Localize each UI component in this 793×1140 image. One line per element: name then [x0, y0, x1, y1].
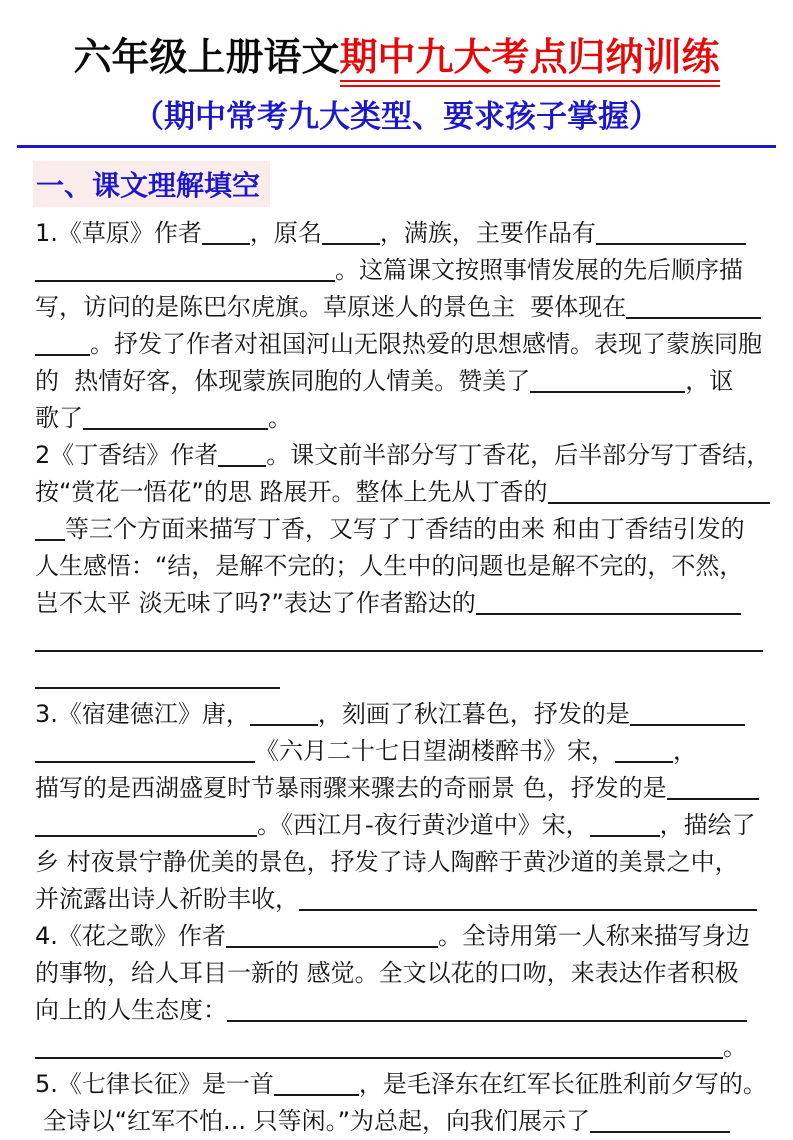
exercise-line: [35, 437, 771, 474]
text-segment: 。: [723, 1032, 747, 1061]
text-segment: 人生感悟：“结，是解不完的；人生中的问题也是解不完的，不然，: [35, 551, 744, 580]
blank-field: [35, 519, 65, 541]
exercise-line: [35, 918, 767, 955]
exercise-line: [35, 622, 767, 659]
exercise-line: [35, 511, 767, 548]
text-segment: 3.《宿建德江》唐，: [35, 699, 250, 728]
blank-field: [35, 334, 90, 356]
text-segment: ，讴: [685, 366, 734, 395]
blank-field: [35, 630, 763, 652]
blank-field: [626, 297, 761, 319]
page-title-black-part: 六年级上册语文: [73, 35, 340, 79]
exercise-line: [35, 363, 767, 400]
exercise-line: [35, 992, 767, 1029]
exercise-line: [35, 326, 767, 363]
text-segment: 等三个方面来描写丁香，又写了丁香结的由来 和由丁香结引发的: [65, 514, 745, 543]
text-segment: 。《西江月-夜行黄沙道中》宋，: [257, 810, 590, 839]
blank-field: [322, 223, 380, 245]
text-segment: 乡 村夜景宁静优美的景色，抒发了诗人陶醉于黄沙道的美景之中，: [35, 847, 739, 876]
blank-field: [596, 223, 746, 245]
blank-field: [226, 926, 438, 948]
exercise-line: [35, 400, 767, 437]
text-segment: 全诗以“红军不怕... 只等闲。”为总起，向我们展示了: [35, 1106, 591, 1135]
text-segment: 《六月二十七日望湖楼醉书》宋，: [255, 736, 615, 765]
text-segment: 并流露出诗人祈盼丰收，: [35, 884, 299, 913]
blank-field: [667, 778, 759, 800]
exercise-line: [35, 733, 767, 770]
section-heading: 一、课文理解填空: [33, 161, 270, 207]
blank-field: [615, 741, 673, 763]
exercise-body: [35, 215, 771, 1140]
exercise-line: [35, 807, 767, 844]
exercise-line: [35, 659, 767, 696]
exercise-line: [35, 548, 767, 585]
text-segment: ，满族，主要作品有: [379, 218, 596, 247]
blank-field: [218, 445, 266, 467]
exercise-line: [35, 1066, 767, 1103]
blank-field: [227, 1000, 747, 1022]
page-title: [0, 34, 793, 82]
text-segment: ，是毛泽东在红军长征胜利前夕写的。: [358, 1069, 767, 1098]
page-subtitle: （期中常考九大类型、要求孩子掌握）: [133, 98, 660, 135]
text-segment: 2《丁香结》作者: [35, 440, 219, 469]
text-segment: 的 热情好客，体现蒙族同胞的人情美。赞美了: [35, 366, 531, 395]
exercise-line: [35, 289, 767, 326]
blank-field: [274, 1074, 359, 1096]
page-title-red-part: 期中九大考点归纳训练: [340, 35, 720, 87]
text-segment: 写，访问的是陈巴尔虎旗。草原迷人的景色主 要体现在: [35, 292, 627, 321]
exercise-line: [35, 585, 767, 622]
exercise-line: [35, 770, 767, 807]
blank-field: [35, 741, 255, 763]
blank-field: [476, 593, 741, 615]
exercise-line: [35, 1103, 767, 1140]
exercise-line: [35, 696, 767, 733]
exercise-line: [35, 252, 767, 289]
text-segment: ，: [673, 736, 697, 765]
text-segment: 。这篇课文按照事情发展的先后顺序描: [335, 255, 743, 284]
blank-field: [299, 889, 757, 911]
text-segment: 。全诗用第一人称来描写身边: [437, 921, 750, 950]
text-segment: 。课文前半部分写丁香花，后半部分写丁香结，: [266, 440, 771, 469]
blank-field: [590, 815, 660, 837]
exercise-line: [35, 215, 767, 252]
text-segment: ，描绘了: [659, 810, 756, 839]
text-segment: 1.《草原》作者: [35, 218, 202, 247]
text-segment: 5.《七律长征》是一首: [35, 1069, 274, 1098]
blank-field: [35, 815, 257, 837]
blank-field: [83, 408, 268, 430]
text-segment: ，刻画了秋江暮色，抒发的是: [317, 699, 630, 728]
blank-field: [35, 1037, 723, 1059]
blank-field: [530, 371, 685, 393]
exercise-line: [35, 881, 767, 918]
text-segment: 4.《花之歌》作者: [35, 921, 226, 950]
text-segment: 。抒发了作者对祖国河山无限热爱的思想感情。表现了蒙族同胞: [90, 329, 762, 358]
blank-field: [250, 704, 318, 726]
exercise-line: [35, 844, 767, 881]
blank-field: [35, 667, 280, 689]
blank-field: [202, 223, 250, 245]
exercise-line: [35, 474, 767, 511]
blank-field: [548, 482, 770, 504]
text-segment: 向上的人生态度：: [35, 995, 227, 1024]
text-segment: 岂不太平 淡无味了吗?”表达了作者豁达的: [35, 588, 476, 617]
text-segment: 歌了: [35, 403, 83, 432]
text-segment: ，原名: [249, 218, 322, 247]
text-segment: 的事物，给人耳目一新的 感觉。全文以花的口吻，来表达作者积极: [35, 958, 739, 987]
exercise-line: [35, 955, 767, 992]
text-segment: 描写的是西湖盛夏时节暴雨骤来骤去的奇丽景 色，抒发的是: [35, 773, 667, 802]
blank-field: [630, 704, 745, 726]
text-segment: 按“赏花一悟花”的思 路展开。整体上先从丁香的: [35, 477, 548, 506]
text-segment: 。: [268, 403, 292, 432]
exercise-line: [35, 1029, 767, 1066]
blank-field: [35, 260, 335, 282]
